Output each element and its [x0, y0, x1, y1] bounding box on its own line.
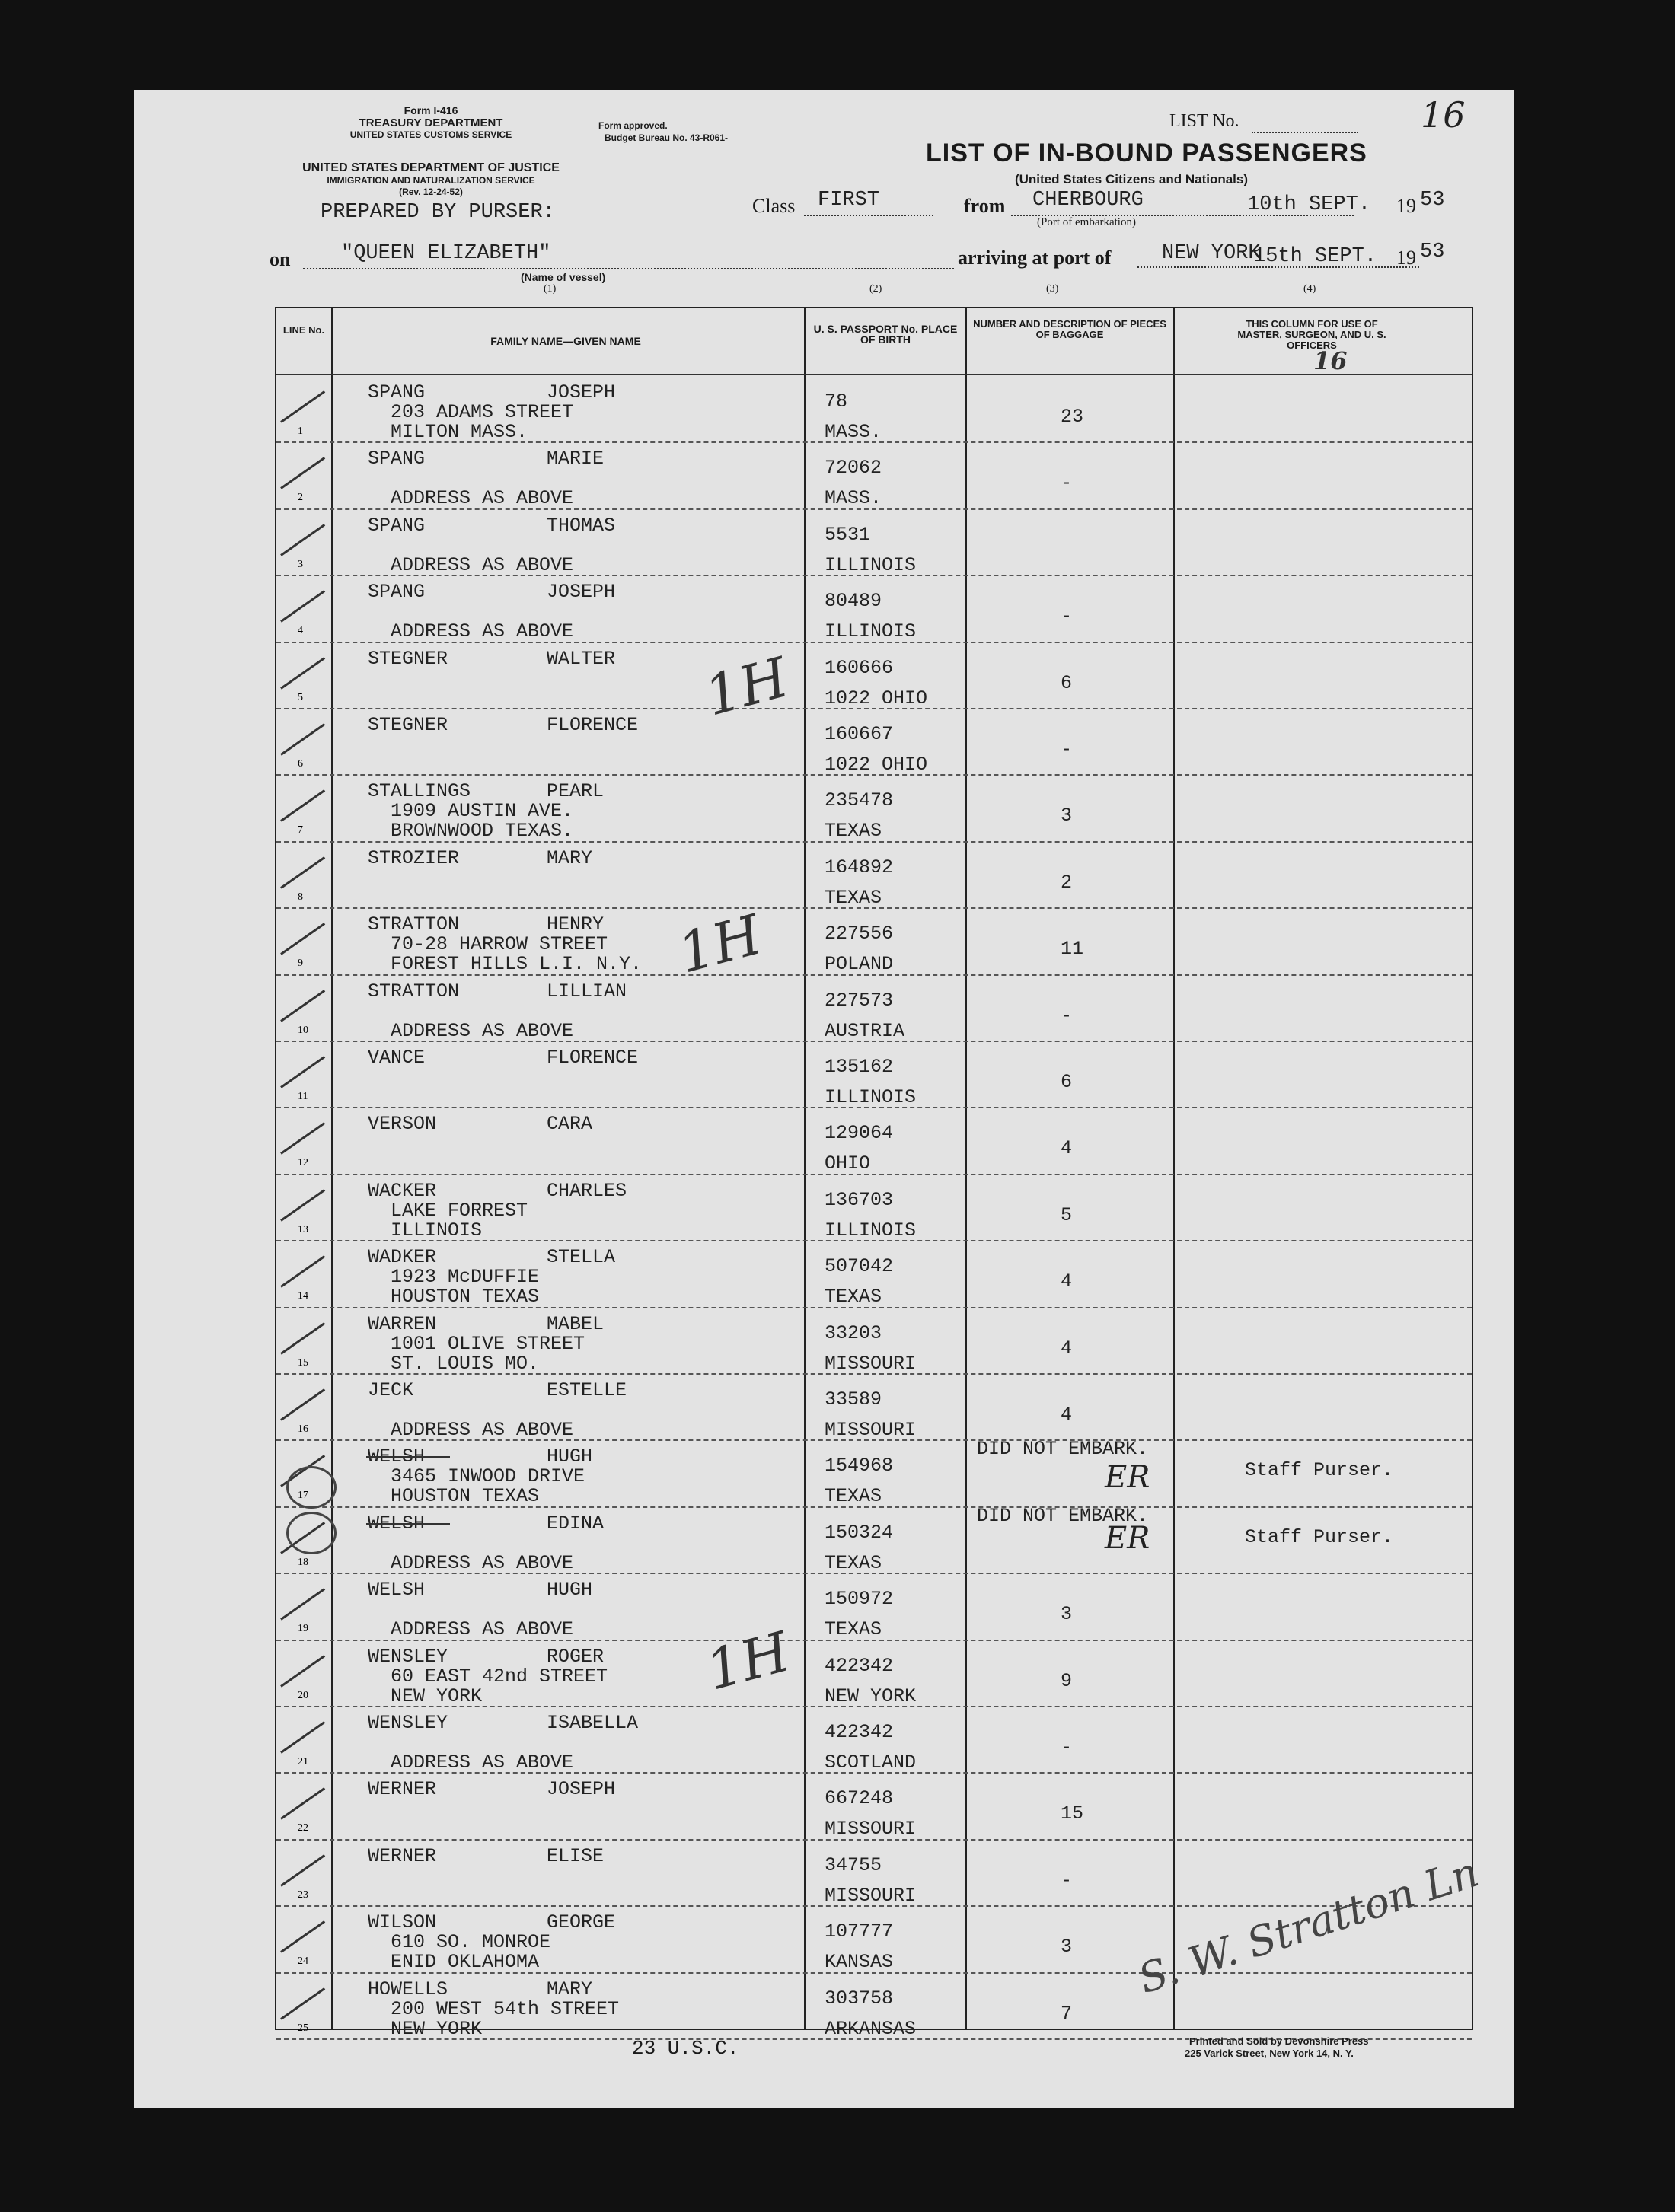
- on-label: on: [270, 248, 291, 270]
- table-row: [276, 843, 1472, 909]
- immigration-service: IMMIGRATION AND NATURALIZATION SERVICE: [327, 175, 535, 186]
- baggage-count: -: [1061, 1736, 1073, 1758]
- check-mark: [280, 1255, 325, 1288]
- check-mark: [280, 390, 325, 423]
- port-embark-caption: (Port of embarkation): [1037, 216, 1136, 228]
- handwritten-tally: 1H: [699, 1619, 796, 1703]
- address-line-1: 200 WEST 54th STREET: [391, 1997, 620, 2020]
- address-line-2: ADDRESS AS ABOVE: [391, 1551, 574, 1574]
- page-subtitle: (United States Citizens and Nationals): [1014, 172, 1249, 186]
- baggage-count: 6: [1061, 671, 1073, 694]
- passport-number: 507042: [825, 1255, 894, 1278]
- place-of-birth: SCOTLAND: [825, 1751, 917, 1774]
- check-mark: [280, 657, 325, 690]
- family-name: SPANG: [368, 514, 426, 537]
- list-no-value: 16: [1421, 94, 1466, 135]
- arrival-year: 53: [1420, 241, 1445, 263]
- printer-line-2: 225 Varick Street, New York 14, N. Y.: [1185, 2048, 1354, 2059]
- address-line-2: ILLINOIS: [391, 1219, 483, 1241]
- given-name: HENRY: [547, 913, 605, 936]
- passport-number: 107777: [825, 1920, 894, 1943]
- given-name: PEARL: [547, 780, 605, 803]
- passport-number: 154968: [825, 1455, 894, 1477]
- line-number: 20: [298, 1689, 308, 1701]
- treasury-dept: TREASURY DEPARTMENT: [359, 116, 503, 129]
- check-mark: [280, 1655, 325, 1688]
- line-number: 6: [298, 758, 303, 770]
- strike-line: [366, 1523, 450, 1525]
- check-mark: [280, 1189, 325, 1222]
- address-line-1: 1923 McDUFFIE: [391, 1266, 540, 1289]
- header-passport: U. S. PASSPORT No. PLACE OF BIRTH: [813, 323, 958, 346]
- signature: S. W. Stratton Ln: [1132, 1847, 1485, 2003]
- address-line-1: 1909 AUSTIN AVE.: [391, 800, 574, 823]
- given-name: MARIE: [547, 448, 605, 470]
- address-line-1: 610 SO. MONROE: [391, 1931, 551, 1954]
- from-label: from: [964, 195, 1006, 217]
- customs-service: UNITED STATES CUSTOMS SERVICE: [349, 129, 512, 140]
- family-name: WILSON: [368, 1911, 437, 1934]
- place-of-birth: TEXAS: [825, 1286, 882, 1308]
- vessel-line: [303, 268, 954, 269]
- col2-number: (2): [869, 283, 882, 295]
- baggage-count: -: [1061, 472, 1073, 495]
- passenger-table: [275, 307, 1473, 2040]
- line-number: 5: [298, 691, 303, 703]
- table-row: [276, 776, 1472, 842]
- line-number: 15: [298, 1356, 308, 1369]
- address-line-2: ENID OKLAHOMA: [391, 1951, 540, 1974]
- header-rule: [276, 374, 1472, 375]
- officers-note: 16: [1313, 346, 1348, 375]
- baggage-count: -: [1061, 605, 1073, 628]
- given-name: FLORENCE: [547, 1047, 639, 1069]
- address-line-2: NEW YORK: [391, 2017, 483, 2040]
- place-of-birth: TEXAS: [825, 1618, 882, 1641]
- place-of-birth: TEXAS: [825, 1551, 882, 1574]
- header-baggage: NUMBER AND DESCRIPTION OF PIECES OF BAGGAGE: [973, 318, 1166, 340]
- baggage-count: 7: [1061, 2002, 1073, 2025]
- form-approved: Form approved.: [598, 120, 668, 131]
- staff-purser-note: Staff Purser.: [1245, 1459, 1394, 1482]
- check-mark: [280, 524, 325, 556]
- given-name: HUGH: [547, 1579, 593, 1602]
- family-name: VERSON: [368, 1113, 437, 1136]
- circle-mark: [286, 1512, 337, 1554]
- class-line: [804, 215, 933, 216]
- family-name: STEGNER: [368, 647, 448, 670]
- line-number: 16: [298, 1423, 308, 1435]
- place-of-birth: TEXAS: [825, 820, 882, 843]
- revision: (Rev. 12-24-52): [399, 186, 463, 197]
- statute-reference: 23 U.S.C.: [632, 2037, 739, 2060]
- line-number: 4: [298, 625, 303, 637]
- from-date: 10th SEPT.: [1247, 193, 1371, 216]
- passport-number: 667248: [825, 1787, 894, 1810]
- address-line-1: 203 ADAMS STREET: [391, 401, 574, 423]
- line-number: 23: [298, 1888, 308, 1901]
- line-number: 10: [298, 1024, 308, 1036]
- vessel-caption: (Name of vessel): [521, 271, 606, 283]
- line-number: 11: [298, 1091, 308, 1102]
- table-row: [276, 1308, 1472, 1375]
- passport-number: 235478: [825, 789, 894, 812]
- family-name: WACKER: [368, 1179, 437, 1202]
- given-name: JOSEPH: [547, 1778, 616, 1801]
- family-name: VANCE: [368, 1047, 426, 1069]
- family-name: STRATTON: [368, 980, 460, 1002]
- table-row: [276, 510, 1472, 576]
- table-row: [276, 1707, 1472, 1774]
- strike-line: [366, 1456, 450, 1458]
- place-of-birth: 1022 OHIO: [825, 687, 928, 709]
- check-mark: [280, 1788, 325, 1821]
- col4-number: (4): [1303, 283, 1316, 295]
- line-number: 14: [298, 1290, 308, 1302]
- passport-number: 160667: [825, 723, 894, 745]
- place-of-birth: AUSTRIA: [825, 1019, 905, 1042]
- line-number: 7: [298, 824, 303, 837]
- check-mark: [280, 790, 325, 823]
- address-line-2: ADDRESS AS ABOVE: [391, 620, 574, 643]
- address-line-2: ADDRESS AS ABOVE: [391, 1019, 574, 1042]
- passport-number: 33203: [825, 1321, 882, 1344]
- given-name: EDINA: [547, 1512, 605, 1535]
- place-of-birth: TEXAS: [825, 1485, 882, 1508]
- address-line-1: LAKE FORREST: [391, 1199, 528, 1222]
- vessel-name: "QUEEN ELIZABETH": [341, 242, 551, 265]
- table-row: [276, 1438, 1472, 1508]
- col1-number: (1): [544, 283, 557, 295]
- family-name: WENSLEY: [368, 1712, 448, 1734]
- address-line-1: 1001 OLIVE STREET: [391, 1332, 585, 1355]
- baggage-count: 4: [1061, 1137, 1073, 1160]
- passport-number: 164892: [825, 856, 894, 878]
- col3-number: (3): [1046, 283, 1059, 295]
- line-number: 19: [298, 1623, 308, 1635]
- place-of-birth: 1022 OHIO: [825, 754, 928, 776]
- passport-number: 150972: [825, 1588, 894, 1611]
- address-line-2: ADDRESS AS ABOVE: [391, 553, 574, 576]
- given-name: STELLA: [547, 1246, 616, 1269]
- check-mark: [280, 1987, 325, 2020]
- given-name: THOMAS: [547, 514, 616, 537]
- family-name: WARREN: [368, 1312, 437, 1335]
- given-name: WALTER: [547, 647, 616, 670]
- given-name: GEORGE: [547, 1911, 616, 1934]
- family-name: STRATTON: [368, 913, 460, 936]
- line-number: 25: [298, 2022, 308, 2034]
- list-no-label: LIST No.: [1169, 111, 1240, 131]
- line-number: 12: [298, 1157, 308, 1169]
- table-row: [276, 643, 1472, 709]
- table-row: [276, 1641, 1472, 1707]
- line-number: 21: [298, 1756, 308, 1767]
- address-line-1: 70-28 HARROW STREET: [391, 933, 608, 956]
- passport-number: 78: [825, 390, 848, 413]
- check-mark: [280, 457, 325, 490]
- baggage-count: 4: [1061, 1404, 1073, 1426]
- given-name: MARY: [547, 1978, 593, 2000]
- arrival-year-prefix: 19: [1396, 247, 1416, 269]
- table-row: [276, 709, 1472, 776]
- passport-number: 34755: [825, 1853, 882, 1876]
- passport-number: 72062: [825, 457, 882, 480]
- did-not-embark-note: DID NOT EMBARK.: [977, 1438, 1149, 1461]
- address-line-2: MILTON MASS.: [391, 421, 528, 443]
- given-name: HUGH: [547, 1445, 593, 1468]
- header-line-no: LINE No.: [282, 324, 325, 336]
- check-mark: [280, 990, 325, 1022]
- family-name: STALLINGS: [368, 780, 471, 803]
- place-of-birth: TEXAS: [825, 886, 882, 909]
- check-mark: [280, 1123, 325, 1155]
- place-of-birth: ILLINOIS: [825, 553, 917, 576]
- arriving-port: NEW YORK: [1162, 242, 1261, 265]
- given-name: ISABELLA: [547, 1712, 639, 1734]
- table-row: [276, 1504, 1472, 1574]
- handwritten-tally: 1H: [697, 645, 795, 728]
- justice-dept: UNITED STATES DEPARTMENT OF JUSTICE: [302, 161, 560, 174]
- arrival-date: 15th SEPT.: [1253, 245, 1377, 268]
- given-name: CHARLES: [547, 1179, 627, 1202]
- from-port: CHERBOURG: [1032, 189, 1144, 212]
- place-of-birth: ARKANSAS: [825, 2017, 917, 2040]
- passport-number: 150324: [825, 1521, 894, 1544]
- address-line-2: FOREST HILLS L.I. N.Y.: [391, 953, 643, 976]
- check-mark: [280, 1056, 325, 1088]
- page-title: LIST OF IN-BOUND PASSENGERS: [926, 139, 1367, 167]
- budget-bureau: Budget Bureau No. 43-R061-: [605, 132, 729, 143]
- line-number: 1: [298, 426, 303, 437]
- table-row: [276, 377, 1472, 443]
- given-name: FLORENCE: [547, 714, 639, 736]
- place-of-birth: ILLINOIS: [825, 620, 917, 643]
- place-of-birth: ILLINOIS: [825, 1219, 917, 1241]
- baggage-count: 3: [1061, 805, 1073, 827]
- address-line-1: 60 EAST 42nd STREET: [391, 1665, 608, 1688]
- baggage-count: 6: [1061, 1071, 1073, 1093]
- given-name: ESTELLE: [547, 1379, 627, 1401]
- place-of-birth: MISSOURI: [825, 1818, 917, 1841]
- place-of-birth: KANSAS: [825, 1951, 894, 1974]
- given-name: JOSEPH: [547, 581, 616, 604]
- initials: ER: [1105, 1521, 1150, 1556]
- place-of-birth: OHIO: [825, 1152, 871, 1175]
- check-mark: [280, 1920, 325, 1953]
- check-mark: [280, 590, 325, 623]
- line-number: 17: [298, 1490, 308, 1502]
- circle-mark: [286, 1466, 337, 1509]
- prepared-by: PREPARED BY PURSER:: [321, 201, 555, 224]
- place-of-birth: MISSOURI: [825, 1419, 917, 1441]
- check-mark: [280, 1388, 325, 1421]
- line-number: 18: [298, 1556, 308, 1568]
- check-mark: [280, 1588, 325, 1621]
- family-name: WERNER: [368, 1844, 437, 1867]
- baggage-count: 15: [1061, 1802, 1084, 1825]
- place-of-birth: ILLINOIS: [825, 1086, 917, 1108]
- place-of-birth: MISSOURI: [825, 1884, 917, 1907]
- form-number: Form I-416: [404, 104, 458, 116]
- address-line-2: ADDRESS AS ABOVE: [391, 487, 574, 510]
- family-name: SPANG: [368, 381, 426, 403]
- table-row: [276, 1375, 1472, 1441]
- table-row: [276, 443, 1472, 509]
- address-line-2: HOUSTON TEXAS: [391, 1485, 540, 1508]
- given-name: ROGER: [547, 1645, 605, 1668]
- baggage-count: 4: [1061, 1337, 1073, 1359]
- passport-number: 422342: [825, 1721, 894, 1743]
- family-name: WELSH: [368, 1579, 426, 1602]
- address-line-2: HOUSTON TEXAS: [391, 1286, 540, 1308]
- baggage-count: -: [1061, 738, 1073, 760]
- line-number: 24: [298, 1955, 308, 1968]
- table-row: [276, 1108, 1472, 1175]
- check-mark: [280, 1721, 325, 1754]
- check-mark: [280, 1854, 325, 1887]
- given-name: ELISE: [547, 1844, 605, 1867]
- baggage-count: 11: [1061, 938, 1084, 961]
- check-mark: [280, 856, 325, 889]
- from-year-prefix: 19: [1396, 195, 1416, 217]
- passport-number: 135162: [825, 1056, 894, 1078]
- family-name: STEGNER: [368, 714, 448, 736]
- family-name: SPANG: [368, 581, 426, 604]
- table-row: [276, 1175, 1472, 1241]
- header-officers: THIS COLUMN FOR USE OF MASTER, SURGEON, AND U. S. OFFICERS: [1237, 318, 1386, 351]
- check-mark: [280, 723, 325, 756]
- line-number: 2: [298, 492, 303, 504]
- list-no-line: [1252, 132, 1358, 133]
- did-not-embark-note: DID NOT EMBARK.: [977, 1504, 1149, 1527]
- table-row: [276, 1841, 1472, 1907]
- table-row: [276, 1042, 1472, 1108]
- table-body: [276, 377, 1472, 2040]
- passport-number: 5531: [825, 523, 871, 546]
- baggage-count: 2: [1061, 871, 1073, 894]
- passport-number: 129064: [825, 1122, 894, 1145]
- address-line-2: ADDRESS AS ABOVE: [391, 1751, 574, 1774]
- table-row: [276, 976, 1472, 1042]
- line-number: 9: [298, 958, 303, 970]
- passport-number: 227556: [825, 923, 894, 945]
- given-name: MARY: [547, 846, 593, 869]
- address-line-2: NEW YORK: [391, 1684, 483, 1707]
- family-name: WENSLEY: [368, 1645, 448, 1668]
- place-of-birth: POLAND: [825, 953, 894, 976]
- handwritten-tally: 1H: [671, 902, 768, 986]
- passport-number: 33589: [825, 1388, 882, 1410]
- baggage-count: 4: [1061, 1270, 1073, 1293]
- passport-number: 136703: [825, 1188, 894, 1211]
- table-row: [276, 1574, 1472, 1640]
- staff-purser-note: Staff Purser.: [1245, 1525, 1394, 1548]
- line-number: 8: [298, 891, 303, 903]
- class-label: Class: [752, 195, 796, 217]
- family-name: WADKER: [368, 1246, 437, 1269]
- family-name: SPANG: [368, 448, 426, 470]
- given-name: JOSEPH: [547, 381, 616, 403]
- printer-line-1: Printed and Sold by Devonshire Press: [1189, 2035, 1369, 2047]
- header-name: FAMILY NAME—GIVEN NAME: [490, 335, 641, 347]
- family-name: WELSH: [368, 1445, 426, 1468]
- family-name: WERNER: [368, 1778, 437, 1801]
- class-value: FIRST: [818, 189, 880, 212]
- check-mark: [280, 923, 325, 955]
- manifest-page: [134, 90, 1514, 2108]
- place-of-birth: MASS.: [825, 487, 882, 510]
- passport-number: 303758: [825, 1987, 894, 2010]
- family-name: JECK: [368, 1379, 414, 1401]
- baggage-count: 23: [1061, 406, 1084, 428]
- baggage-count: -: [1061, 1869, 1073, 1892]
- place-of-birth: MASS.: [825, 421, 882, 443]
- passport-number: 227573: [825, 989, 894, 1012]
- table-row: [276, 576, 1472, 642]
- table-row: [276, 1774, 1472, 1840]
- arriving-label: arriving at port of: [958, 247, 1112, 269]
- line-number: 13: [298, 1223, 308, 1235]
- line-number: 22: [298, 1822, 308, 1834]
- family-name: WELSH: [368, 1512, 426, 1535]
- table-row: [276, 1241, 1472, 1308]
- address-line-2: ADDRESS AS ABOVE: [391, 1618, 574, 1641]
- baggage-count: 5: [1061, 1203, 1073, 1226]
- address-line-2: ADDRESS AS ABOVE: [391, 1419, 574, 1441]
- address-line-1: 3465 INWOOD DRIVE: [391, 1465, 585, 1488]
- place-of-birth: MISSOURI: [825, 1352, 917, 1375]
- passport-number: 422342: [825, 1654, 894, 1677]
- family-name: HOWELLS: [368, 1978, 448, 2000]
- line-number: 3: [298, 558, 303, 570]
- check-mark: [280, 1322, 325, 1355]
- passport-number: 160666: [825, 656, 894, 679]
- table-row: [276, 909, 1472, 975]
- baggage-count: 3: [1061, 1603, 1073, 1626]
- family-name: STROZIER: [368, 846, 460, 869]
- passport-number: 80489: [825, 590, 882, 613]
- place-of-birth: NEW YORK: [825, 1684, 917, 1707]
- table-row: [276, 1974, 1472, 2040]
- baggage-count: 9: [1061, 1669, 1073, 1692]
- given-name: MABEL: [547, 1312, 605, 1335]
- baggage-count: 3: [1061, 1936, 1073, 1959]
- address-line-2: BROWNWOOD TEXAS.: [391, 820, 574, 843]
- baggage-count: -: [1061, 1004, 1073, 1027]
- initials: ER: [1105, 1460, 1150, 1495]
- address-line-2: ST. LOUIS MO.: [391, 1352, 540, 1375]
- given-name: CARA: [547, 1113, 593, 1136]
- from-year: 53: [1420, 189, 1445, 212]
- given-name: LILLIAN: [547, 980, 627, 1002]
